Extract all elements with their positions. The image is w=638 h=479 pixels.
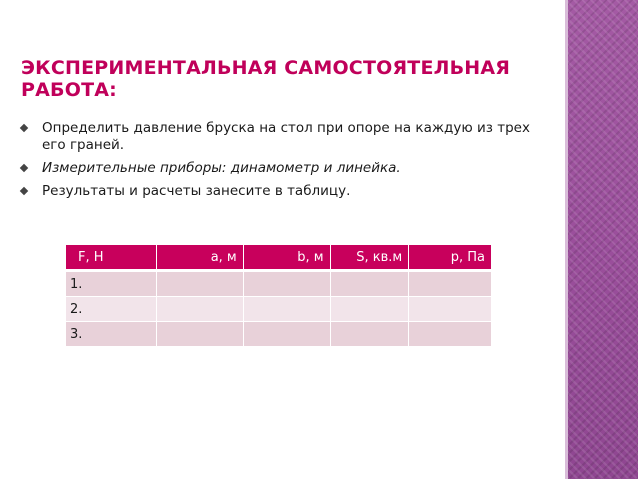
bullet-item [21,120,541,154]
table-cell [243,322,330,347]
table-row [66,271,491,297]
table-row [66,322,491,347]
table-cell [409,322,491,347]
table-cell: 3. [66,322,156,347]
table-cell [330,271,409,297]
results-table [66,245,491,347]
table-cell [330,297,409,322]
column-header-a: a, м [156,245,243,271]
table-cell [156,322,243,347]
bullet-text: Определить давление бруска на стол при опоре на каждую из трех его граней. [42,120,530,153]
table-cell [156,271,243,297]
slide-title: ЭКСПЕРИМЕНТАЛЬНАЯ САМОСТОЯТЕЛЬНАЯ РАБОТА: [21,57,511,101]
table-row [66,297,491,322]
bullet-marker-icon [20,187,28,195]
table-cell: 2. [66,297,156,322]
table-cell [409,271,491,297]
bullet-marker-icon [20,124,28,132]
column-header-force: F, Н [66,245,156,271]
column-header-area: S, кв.м [330,245,409,271]
bullet-marker-icon [20,164,28,172]
decorative-side-bar [568,0,638,479]
bullet-item [21,183,541,200]
bullet-item [21,160,541,177]
bullet-text: Измерительные приборы: динамометр и линейка. [42,160,401,176]
column-header-b: b, м [243,245,330,271]
table-cell [156,297,243,322]
table-header-row [66,245,491,271]
bullet-text: Результаты и расчеты занесите в таблицу. [42,183,351,199]
column-header-pressure: p, Па [409,245,491,271]
table-cell [409,297,491,322]
table-cell [243,271,330,297]
table-cell [243,297,330,322]
table-cell: 1. [66,271,156,297]
bullet-list [21,120,541,206]
table-cell [330,322,409,347]
